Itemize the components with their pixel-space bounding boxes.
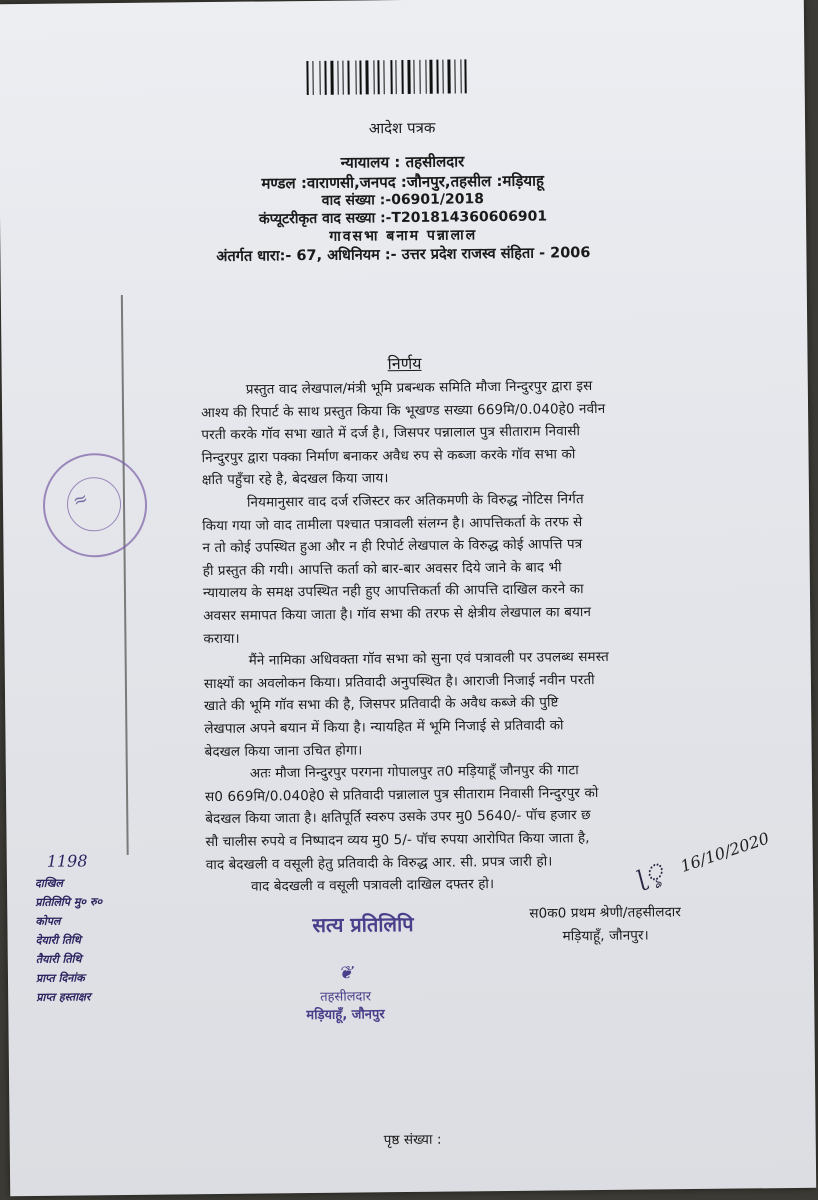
tehsildar-stamp-title: तहसीलदार	[320, 989, 372, 1005]
barcode-bar	[385, 60, 388, 94]
margin-note-number: 1198	[46, 851, 88, 871]
barcode-bar	[429, 60, 432, 94]
barcode-bar	[413, 60, 414, 94]
barcode-bar	[464, 59, 466, 93]
mandal-line: मण्डल :वाराणसी,जनपद :जौनपुर,तहसील :मड़ियाहू	[261, 171, 545, 193]
barcode-bar	[398, 60, 400, 94]
judgment-line: अवसर समापत किया जाता है। गॉव सभा की तरफ से क्षेत्रीय लेखपाल का बयान	[203, 604, 592, 625]
judgment-line: वाद बेदखली व वसूली हेतु प्रतिवादी के विरुद्ध आर. सी. प्रपत्र जारी हो।	[205, 853, 553, 873]
barcode-bar	[395, 60, 396, 94]
judgment-line: निन्दुरपुर द्वारा पक्का निर्माण बनाकर अवैध रुप से कब्जा करके गॉव सभा को	[201, 446, 576, 466]
judgment-line: बेदखल किया जाता है। क्षतिपूर्ति स्वरुप उसके उपर मु0 5640/- पॉच हजार छ	[205, 807, 591, 828]
judgment-line: नियमानुसार वाद दर्ज रजिस्टर कर अतिकमणी के विरुद्ध नोटिस निर्गत	[246, 491, 584, 511]
seal-signature-icon: ≈	[69, 487, 92, 513]
page-count: पृष्ठ संख्या :	[383, 1131, 442, 1149]
barcode-bar	[359, 60, 361, 94]
barcode-bar	[444, 60, 446, 94]
signature-date: 16/10/2020	[678, 828, 772, 876]
stamp-initials-icon: ❦	[337, 962, 354, 984]
judgment-heading: निर्णय	[387, 353, 422, 374]
officer-place: मड़ियाहूँ, जौनपुर।	[562, 927, 649, 945]
officer-signature-icon: ɭৢ	[632, 857, 670, 893]
barcode-bar	[439, 60, 440, 94]
judgment-line: क्षति पहुँचा रहे है, बेदखल किया जाय।	[201, 470, 389, 489]
barcode-bar	[339, 61, 341, 95]
barcode-bar	[306, 61, 308, 95]
barcode-bar	[377, 60, 379, 94]
barcode-bar	[314, 61, 317, 95]
judgment-line: न्यायालय के समक्ष उपस्थित नही हुए आपत्तिकर्ता की आपत्ति दाखिल करने का	[202, 581, 584, 602]
tehsildar-stamp-place: मड़ियाहूँ, जौनपुर	[306, 1007, 385, 1024]
margin-note-line: प्राप्त हस्ताक्षर	[36, 990, 91, 1004]
judgment-line: वाद बेदखली व वसूली पत्रावली दाखिल दफ्तर हो।	[250, 876, 495, 895]
judgment-line: सौ चालीस रुपये व निष्पादन व्यय मु0 5/- पॉच रुपया आरोपित किया जाता है,	[205, 830, 590, 851]
margin-line	[121, 295, 129, 855]
barcode-bar	[324, 61, 326, 95]
judgment-line: लेखपाल अपने बयान में किया है। न्यायहित में भूमि निजाई से प्रतिवादी को	[204, 717, 564, 738]
judgment-line: न तो कोई उपस्थित हुआ और न ही रिपोर्ट लेखपाल के विरुद्ध कोई आपत्ति पत्र	[202, 536, 583, 557]
barcode-bar	[330, 61, 333, 95]
judgment-line: बेदखल किया जाना उचित होगा।	[204, 742, 363, 760]
barcode-bar	[390, 60, 392, 94]
officer-designation: स0क0 प्रथम श्रेणी/तहसीलदार	[529, 904, 682, 922]
barcode-bar	[456, 59, 458, 93]
margin-note-line: देयारी तिथि	[35, 933, 81, 947]
judgment-line: साक्ष्यों का अवलोकन किया। प्रतिवादी अनुपस्थित है। आराजी निजाई नवीन परती	[203, 671, 595, 692]
document-title: आदेश पत्रक	[368, 118, 436, 138]
barcode-bar	[334, 61, 335, 95]
true-copy-stamp: सत्य प्रतिलिपि	[312, 911, 414, 938]
barcode-bar	[447, 60, 450, 94]
barcode-bar	[404, 60, 405, 94]
judgment-line: खाते की भूमि गॉव सभा की है, जिसपर प्रतिवादी के अवैध कब्जे की पुष्टि	[204, 694, 559, 715]
judgment-line: ही प्रस्तुत की गयी। आपत्ति कर्ता को बार-बार अवसर दिये जाने के बाद भी	[202, 559, 562, 579]
barcode-bar	[342, 61, 343, 95]
barcode-bar	[401, 60, 403, 94]
barcode-bar	[436, 60, 438, 94]
judgment-line: आश्य की रिपार्ट के साथ प्रस्तुत किया कि भूखण्ड सख्या 669मि/0.040हे0 नवीन	[200, 400, 606, 421]
judgment-line: अतः मौजा निन्दुरपुर परगना गोपालपुर त0 मड़ियाहूँ जौनपुर की गाटा	[249, 762, 579, 782]
barcode-bar	[347, 61, 349, 95]
barcode-bar	[369, 60, 371, 94]
judgment-line: प्रस्तुत वाद लेखपाल/मंत्री भूमि प्रबन्धक समिति मौजा निन्दुरपुर द्वारा इस	[245, 378, 593, 398]
case-number: वाद संख्या :-06901/2018	[321, 191, 485, 209]
computer-case-number: कंप्यूटरीकृत वाद सख्या :-T201814360606901	[258, 208, 548, 228]
barcode	[306, 59, 496, 95]
judgment-line: स0 669मि/0.040हे0 से प्रतिवादी पन्नालाल पुत्र सीताराम निवासी निन्दुरपुर को	[205, 784, 599, 805]
barcode-bar	[407, 60, 410, 94]
barcode-bar	[365, 60, 368, 94]
barcode-bar	[350, 61, 353, 95]
act-section: अंतर्गत धारा:- 67, अधिनियम :- उत्तर प्रदेश राजस्व संहिता - 2006	[216, 245, 591, 265]
court-name: न्यायालय : तहसीलदार	[340, 152, 465, 172]
margin-note-line: तैयारी तिथि	[35, 952, 82, 966]
barcode-bar	[321, 61, 323, 95]
judgment-line: मैंने नामिका अधिवक्ता गॉव सभा को सुना एवं पत्रावली पर उपलब्ध समस्त	[248, 649, 609, 669]
judgment-line: कराया।	[203, 630, 240, 647]
margin-note-line: कोपल	[35, 914, 61, 928]
barcode-bar	[416, 60, 418, 94]
tehsildar-seal	[42, 453, 147, 558]
judgment-line: किया गया जो वाद तामीला पश्चात पत्रावली संलग्न है। आपत्तिकर्ता के तरफ से	[202, 513, 583, 534]
margin-note-line: दाखिल	[34, 876, 64, 890]
margin-note-line: प्राप्त दिनांक	[35, 971, 85, 985]
barcode-bar	[421, 60, 423, 94]
margin-note-line: प्रतिलिपि मु० रु०	[35, 895, 103, 909]
case-parties: गावसभा बनाम पन्नालाल	[329, 227, 478, 245]
judgment-line: परती करके गॉव सभा खाते में दर्ज है।, जिसपर पन्नालाल पुत्र सीताराम निवासी	[201, 423, 581, 444]
